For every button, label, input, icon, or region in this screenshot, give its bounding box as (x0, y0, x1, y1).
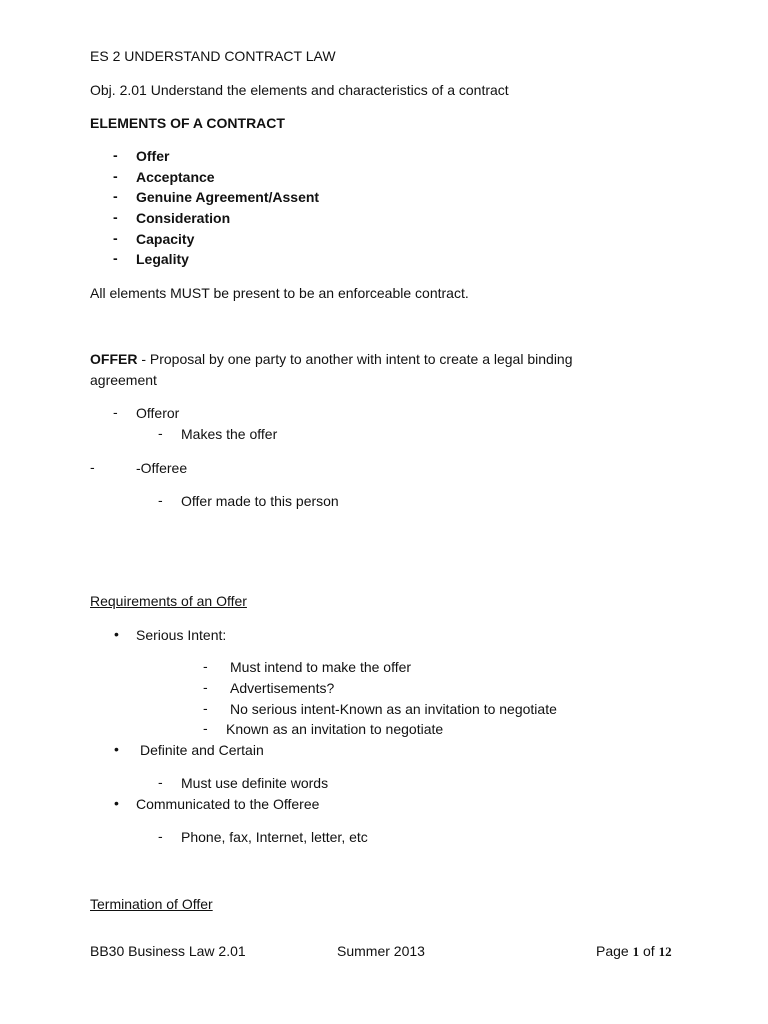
requirement-serious-intent: Serious Intent: (136, 627, 227, 643)
objective-line: Obj. 2.01 Understand the elements and characteristics of a contract (90, 82, 509, 98)
footer-course: BB30 Business Law 2.01 (90, 943, 246, 959)
list-item: Legality (136, 251, 189, 267)
page-total: 12 (658, 944, 672, 959)
list-item: Acceptance (136, 169, 215, 185)
list-dash: - (203, 700, 208, 716)
list-dash: - (90, 459, 95, 475)
list-item: Offer (136, 148, 170, 164)
document-title: ES 2 UNDERSTAND CONTRACT LAW (90, 48, 336, 64)
elements-note: All elements MUST be present to be an enforceable contract. (90, 285, 469, 301)
page-number (596, 942, 672, 961)
list-item: Phone, fax, Internet, letter, etc (181, 829, 368, 845)
termination-heading: Termination of Offer (90, 896, 213, 912)
list-dash: - (113, 147, 118, 163)
list-dash: - (203, 658, 208, 674)
list-item: Consideration (136, 210, 231, 226)
list-item: Known as an invitation to negotiate (226, 721, 444, 737)
offeree-item: -Offeree (136, 460, 188, 476)
requirement-definite: Definite and Certain (140, 742, 264, 758)
bullet-icon: • (114, 741, 119, 757)
list-dash: - (113, 168, 118, 184)
offeror-item: Offeror (136, 405, 180, 421)
offeree-subitem: Offer made to this person (181, 493, 339, 509)
list-item: Capacity (136, 231, 195, 247)
list-item: Must use definite words (181, 775, 329, 791)
list-dash: - (113, 209, 118, 225)
bullet-icon: • (114, 626, 119, 642)
requirement-communicated: Communicated to the Offeree (136, 796, 320, 812)
offer-definition-continued: agreement (90, 372, 157, 388)
offer-term: OFFER (90, 351, 138, 367)
list-dash: - (203, 679, 208, 695)
page-current: 1 (632, 944, 640, 959)
list-item: No serious intent-Known as an invitation to negotiate (230, 701, 557, 717)
list-dash: - (158, 828, 163, 844)
list-dash: - (113, 188, 118, 204)
bullet-icon: • (114, 795, 119, 811)
offer-definition (90, 350, 573, 368)
requirements-heading: Requirements of an Offer (90, 593, 247, 609)
list-item: Must intend to make the offer (230, 659, 412, 675)
list-dash: - (113, 404, 118, 420)
list-item: Advertisements? (230, 680, 335, 696)
list-dash: - (158, 425, 163, 441)
list-dash: - (158, 774, 163, 790)
list-dash: - (113, 230, 118, 246)
elements-heading: ELEMENTS OF A CONTRACT (90, 115, 285, 131)
list-item: Genuine Agreement/Assent (136, 189, 320, 205)
list-dash: - (113, 250, 118, 266)
page-label: Page (596, 943, 633, 959)
list-dash: - (203, 720, 208, 736)
offer-definition-text: - Proposal by one party to another with intent to create a legal binding (137, 351, 573, 367)
list-dash: - (158, 492, 163, 508)
offeror-subitem: Makes the offer (181, 426, 278, 442)
footer-term: Summer 2013 (337, 943, 425, 959)
page-of: of (639, 943, 659, 959)
